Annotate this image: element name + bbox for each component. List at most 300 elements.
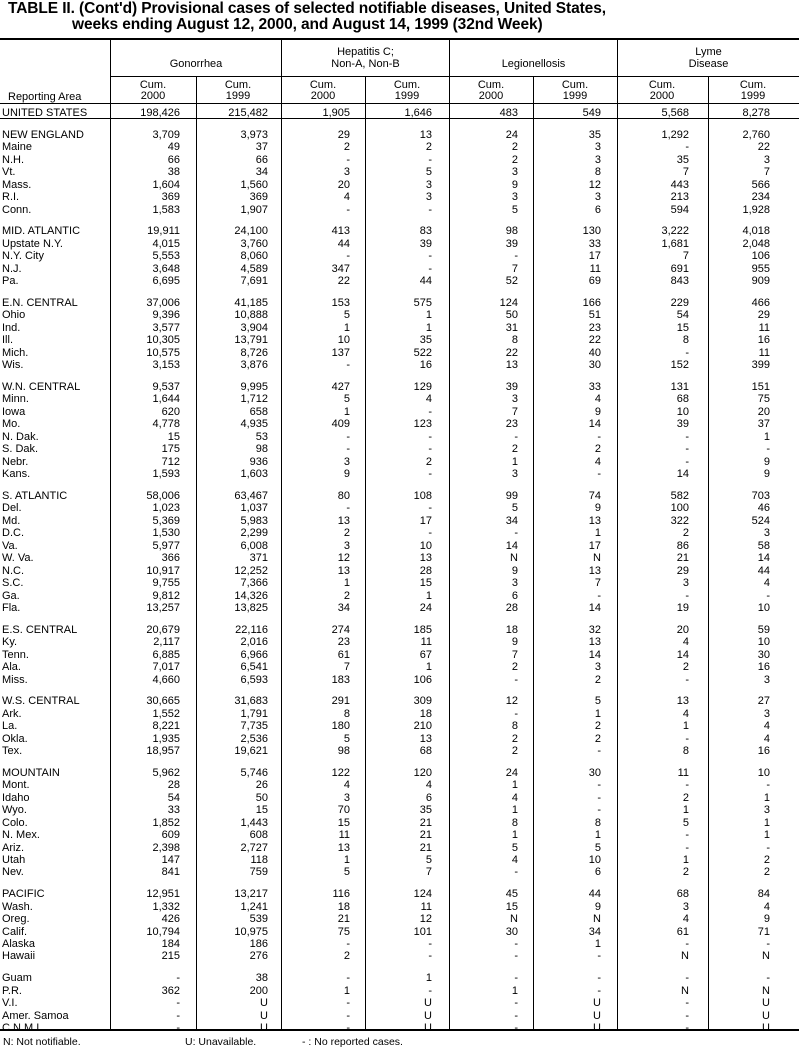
table-row <box>0 456 799 468</box>
value-cell: 5 <box>682 816 689 829</box>
value-cell: 70 <box>337 804 350 817</box>
value-cell: 24,100 <box>234 225 268 238</box>
table-row <box>0 913 799 925</box>
value-cell: 7,691 <box>240 275 268 288</box>
value-cell: 1 <box>511 779 518 792</box>
value-cell: 524 <box>751 514 770 527</box>
value-cell: - <box>428 527 432 540</box>
value-cell: 8 <box>594 166 601 179</box>
value-cell: 608 <box>249 829 268 842</box>
value-cell: - <box>428 468 432 481</box>
value-cell: 14 <box>588 601 601 614</box>
value-cell: 3 <box>511 393 518 406</box>
value-cell: 101 <box>413 925 432 938</box>
value-cell: 9,537 <box>152 381 180 393</box>
reporting-area-cell: Tex. <box>2 745 23 758</box>
reporting-area-cell: Maine <box>2 141 32 154</box>
value-cell: 9 <box>594 405 601 418</box>
value-cell: 10 <box>419 539 432 552</box>
value-cell: 369 <box>249 191 268 204</box>
value-cell: 7 <box>511 262 518 275</box>
value-cell: 1,560 <box>240 178 268 191</box>
value-cell: 366 <box>161 552 180 565</box>
reporting-area-cell: Okla. <box>2 732 28 745</box>
column-header-line1: Cum. <box>561 79 589 91</box>
value-cell: 9,812 <box>152 589 180 602</box>
value-cell: 2,299 <box>240 527 268 540</box>
value-cell: - <box>514 997 518 1010</box>
value-cell: 371 <box>249 552 268 565</box>
column-header-line1: Cum. <box>309 79 337 91</box>
value-cell: - <box>346 153 350 166</box>
reporting-area-cell: Minn. <box>2 393 29 406</box>
table-row <box>0 985 799 997</box>
value-cell: 45 <box>505 888 518 901</box>
value-cell: 12,252 <box>234 564 268 577</box>
reporting-area-cell: D.C. <box>2 527 24 540</box>
value-cell: 4 <box>594 393 601 406</box>
value-cell: N <box>593 552 601 565</box>
table-row <box>0 309 799 321</box>
value-cell: 210 <box>413 720 432 733</box>
value-cell: 13,825 <box>234 601 268 614</box>
value-cell: 13 <box>337 514 350 527</box>
value-cell: 1,791 <box>240 707 268 720</box>
value-cell: - <box>685 673 689 686</box>
value-cell: 12 <box>505 695 518 708</box>
value-cell: 1,905 <box>322 107 350 119</box>
value-cell: 12 <box>588 178 601 191</box>
rule-header-bottom <box>0 103 799 104</box>
reporting-area-cell: Idaho <box>2 791 30 804</box>
reporting-area-cell: N.Y. City <box>2 250 44 263</box>
value-cell: - <box>766 972 770 985</box>
value-cell: 10 <box>757 636 770 649</box>
value-cell: - <box>428 203 432 216</box>
value-cell: 116 <box>332 888 350 901</box>
value-cell: - <box>685 732 689 745</box>
value-cell: 8 <box>511 720 518 733</box>
value-cell: 1,907 <box>240 203 268 216</box>
reporting-area-cell: Wyo. <box>2 804 27 817</box>
value-cell: 14,326 <box>234 589 268 602</box>
value-cell: 909 <box>751 275 770 288</box>
reporting-area-cell: Md. <box>2 514 21 527</box>
value-cell: 50 <box>255 791 268 804</box>
reporting-area-cell: Miss. <box>2 673 28 686</box>
value-cell: 33 <box>167 804 180 817</box>
value-cell: 466 <box>751 297 770 309</box>
value-cell: 1 <box>343 321 350 334</box>
value-cell: U <box>762 1009 770 1022</box>
value-cell: 39 <box>505 237 518 250</box>
table-row <box>0 733 799 745</box>
table-row <box>0 527 799 539</box>
value-cell: 86 <box>676 539 689 552</box>
table-row <box>0 275 799 287</box>
value-cell: 18,957 <box>146 745 180 758</box>
value-cell: 2,048 <box>742 237 770 250</box>
value-cell: 130 <box>582 225 601 238</box>
value-cell: - <box>346 997 350 1010</box>
value-cell: - <box>766 589 770 602</box>
value-cell: 5 <box>594 695 601 708</box>
value-cell: 34 <box>255 166 268 179</box>
column-header-line2: 2000 <box>310 90 336 102</box>
value-cell: - <box>346 972 350 985</box>
group-label: Legionellosis <box>501 58 566 70</box>
value-cell: 46 <box>757 502 770 515</box>
value-cell: 23 <box>588 321 601 334</box>
value-cell: - <box>597 972 601 985</box>
table-row <box>0 322 799 334</box>
value-cell: - <box>346 250 350 263</box>
value-cell: N <box>593 913 601 926</box>
value-cell: 13 <box>419 732 432 745</box>
value-cell: 16 <box>757 334 770 347</box>
value-cell: 5 <box>343 732 350 745</box>
table-row <box>0 745 799 757</box>
value-cell: 4 <box>511 853 518 866</box>
table-row <box>0 443 799 455</box>
value-cell: 14 <box>505 539 518 552</box>
value-cell: 4,015 <box>152 237 180 250</box>
value-cell: 3 <box>763 673 770 686</box>
value-cell: 10 <box>676 405 689 418</box>
value-cell: 3 <box>425 191 432 204</box>
reporting-area-cell: N. Dak. <box>2 430 39 443</box>
reporting-area-cell: W.S. CENTRAL <box>2 695 80 708</box>
value-cell: 39 <box>676 418 689 431</box>
value-cell: 13 <box>676 695 689 708</box>
reporting-area-cell: C.N.M.I. <box>2 1021 43 1034</box>
column-header <box>198 80 278 102</box>
value-cell: 4,935 <box>240 418 268 431</box>
table-row <box>0 938 799 950</box>
column-header <box>535 80 615 102</box>
value-cell: 3 <box>594 661 601 674</box>
value-cell: 15 <box>337 816 350 829</box>
value-cell: - <box>428 950 432 963</box>
value-cell: 58 <box>757 539 770 552</box>
value-cell: U <box>593 997 601 1010</box>
value-cell: 61 <box>676 925 689 938</box>
value-cell: 11 <box>758 346 770 359</box>
value-cell: 7 <box>682 250 689 263</box>
value-cell: 2 <box>763 866 770 879</box>
value-cell: 3 <box>343 166 350 179</box>
table-row <box>0 263 799 275</box>
value-cell: 17 <box>588 539 601 552</box>
reporting-area-cell: E.N. CENTRAL <box>2 297 78 309</box>
value-cell: 129 <box>413 381 432 393</box>
value-cell: 83 <box>419 225 432 238</box>
value-cell: 14 <box>757 552 770 565</box>
table-row <box>0 888 799 900</box>
value-cell: 213 <box>670 191 689 204</box>
column-header <box>451 80 531 102</box>
group-label: Disease <box>688 58 729 70</box>
value-cell: 21 <box>419 841 432 854</box>
value-cell: 13 <box>505 359 518 372</box>
value-cell: 9 <box>594 502 601 515</box>
group-label: Gonorrhea <box>169 58 223 70</box>
table-row <box>0 540 799 552</box>
value-cell: - <box>766 937 770 950</box>
value-cell: 1 <box>682 720 689 733</box>
value-cell: 14 <box>588 418 601 431</box>
value-cell: 1,712 <box>240 393 268 406</box>
reporting-area-cell: S.C. <box>2 577 24 590</box>
value-cell: 1 <box>425 589 432 602</box>
value-cell: 1 <box>343 577 350 590</box>
value-cell: 3 <box>511 468 518 481</box>
value-cell: 147 <box>161 853 180 866</box>
value-cell: - <box>685 997 689 1010</box>
value-cell: 9 <box>343 468 350 481</box>
value-cell: 1 <box>425 321 432 334</box>
table-row <box>0 720 799 732</box>
value-cell: 7,017 <box>152 661 180 674</box>
value-cell: - <box>346 937 350 950</box>
value-cell: 3 <box>594 141 601 154</box>
value-cell: - <box>428 430 432 443</box>
value-cell: 9 <box>511 178 518 191</box>
value-cell: 49 <box>167 141 180 154</box>
value-cell: 20 <box>337 178 350 191</box>
value-cell: 27 <box>757 695 770 708</box>
column-header-line1: Cum. <box>224 79 252 91</box>
title-line-2: weeks ending August 12, 2000, and August 14, 1999 (32nd Week) <box>72 16 543 33</box>
value-cell: 522 <box>413 346 432 359</box>
table-row <box>0 854 799 866</box>
value-cell: 4 <box>343 779 350 792</box>
value-cell: 1 <box>594 937 601 950</box>
reporting-area-header: Reporting Area <box>8 91 82 103</box>
value-cell: - <box>597 791 601 804</box>
value-cell: 2 <box>425 455 432 468</box>
value-cell: 8,726 <box>240 346 268 359</box>
reporting-area-cell: Va. <box>2 539 18 552</box>
column-header-line2: 1999 <box>740 90 766 102</box>
value-cell: 184 <box>161 937 180 950</box>
value-cell: 8 <box>594 816 601 829</box>
value-cell: 2 <box>682 661 689 674</box>
value-cell: 4 <box>763 720 770 733</box>
value-cell: 61 <box>337 648 350 661</box>
table-row <box>0 997 799 1009</box>
value-cell: 21 <box>419 816 432 829</box>
reporting-area-cell: Upstate N.Y. <box>2 237 63 250</box>
value-cell: 12 <box>337 552 350 565</box>
value-cell: 108 <box>413 489 432 502</box>
value-cell: 68 <box>676 393 689 406</box>
table-row <box>0 636 799 648</box>
value-cell: 1 <box>682 853 689 866</box>
reporting-area-cell: Kans. <box>2 468 31 481</box>
value-cell: - <box>514 430 518 443</box>
value-cell: - <box>514 1021 518 1034</box>
value-cell: 24 <box>505 766 518 779</box>
value-cell: - <box>597 430 601 443</box>
value-cell: 594 <box>670 203 689 216</box>
value-cell: 166 <box>582 297 601 309</box>
value-cell: 2 <box>594 732 601 745</box>
value-cell: 35 <box>419 804 432 817</box>
value-cell: - <box>176 972 180 985</box>
value-cell: 3,709 <box>152 129 180 141</box>
value-cell: 3,222 <box>661 225 689 238</box>
value-cell: 198,426 <box>140 107 180 119</box>
value-cell: 152 <box>670 359 689 372</box>
value-cell: - <box>514 673 518 686</box>
value-cell: 66 <box>167 153 180 166</box>
value-cell: 10,305 <box>146 334 180 347</box>
value-cell: 9,995 <box>240 381 268 393</box>
table-row <box>0 901 799 913</box>
value-cell: 9,755 <box>152 577 180 590</box>
value-cell: 180 <box>331 720 350 733</box>
reporting-area-cell: Tenn. <box>2 648 29 661</box>
value-cell: 6,593 <box>240 673 268 686</box>
value-cell: - <box>514 707 518 720</box>
reporting-area-cell: La. <box>2 720 18 733</box>
reporting-area-cell: Ga. <box>2 589 20 602</box>
value-cell: 14 <box>676 648 689 661</box>
value-cell: 200 <box>249 984 268 997</box>
value-cell: 1,935 <box>152 732 180 745</box>
value-cell: 15 <box>167 430 180 443</box>
value-cell: 1 <box>682 804 689 817</box>
table-row <box>0 191 799 203</box>
value-cell: 19,621 <box>234 745 268 758</box>
value-cell: 7,366 <box>240 577 268 590</box>
value-cell: 32 <box>588 623 601 636</box>
reporting-area-cell: MOUNTAIN <box>2 766 60 779</box>
value-cell: 566 <box>751 178 770 191</box>
value-cell: 3 <box>511 166 518 179</box>
value-cell: 2 <box>343 141 350 154</box>
value-cell: 347 <box>331 262 350 275</box>
value-cell: 1,443 <box>240 816 268 829</box>
value-cell: 2 <box>682 791 689 804</box>
value-cell: U <box>762 1021 770 1034</box>
value-cell: 44 <box>419 275 432 288</box>
value-cell: 14 <box>588 648 601 661</box>
value-cell: 11 <box>589 262 601 275</box>
footnote-unavailable: U: Unavailable. <box>185 1036 257 1048</box>
value-cell: 6 <box>594 203 601 216</box>
value-cell: 7,735 <box>240 720 268 733</box>
value-cell: - <box>514 972 518 985</box>
table-row <box>0 1022 799 1034</box>
value-cell: N <box>510 913 518 926</box>
value-cell: 234 <box>751 191 770 204</box>
value-cell: 15 <box>505 900 518 913</box>
value-cell: - <box>514 250 518 263</box>
value-cell: 9 <box>594 900 601 913</box>
reporting-area-cell: PACIFIC <box>2 888 45 901</box>
value-cell: - <box>428 250 432 263</box>
value-cell: 37 <box>757 418 770 431</box>
title-line-1: TABLE II. (Cont'd) Provisional cases of selected notifiable diseases, United States, <box>8 0 606 17</box>
value-cell: 1,241 <box>240 900 268 913</box>
value-cell: 2,398 <box>152 841 180 854</box>
column-header <box>113 80 193 102</box>
value-cell: 51 <box>588 309 601 322</box>
value-cell: 37,006 <box>146 297 180 309</box>
table-row <box>0 767 799 779</box>
value-cell: 7 <box>682 166 689 179</box>
value-cell: N <box>681 950 689 963</box>
value-cell: 11 <box>420 636 432 649</box>
column-header-line1: Cum. <box>139 79 167 91</box>
reporting-area-cell: Iowa <box>2 405 26 418</box>
value-cell: - <box>597 745 601 758</box>
value-cell: 3 <box>763 804 770 817</box>
value-cell: 66 <box>255 153 268 166</box>
value-cell: 12 <box>419 913 432 926</box>
table-row <box>0 107 799 119</box>
value-cell: 2 <box>763 853 770 866</box>
footnote-not-notifiable: N: Not notifiable. <box>3 1036 81 1048</box>
table-row <box>0 661 799 673</box>
value-cell: 24 <box>505 129 518 141</box>
value-cell: 11 <box>338 829 350 842</box>
value-cell: - <box>685 1009 689 1022</box>
table-row <box>0 406 799 418</box>
value-cell: - <box>766 779 770 792</box>
value-cell: 29 <box>337 129 350 141</box>
column-header-line2: 1999 <box>394 90 420 102</box>
column-header-line2: 2000 <box>478 90 504 102</box>
table-row <box>0 393 799 405</box>
value-cell: 10,917 <box>146 564 180 577</box>
value-cell: 13,257 <box>146 601 180 614</box>
value-cell: 3,973 <box>240 129 268 141</box>
value-cell: 33 <box>588 237 601 250</box>
value-cell: 98 <box>505 225 518 238</box>
value-cell: 30 <box>505 925 518 938</box>
reporting-area-cell: W.N. CENTRAL <box>2 381 81 393</box>
value-cell: 175 <box>161 443 180 456</box>
table-row <box>0 565 799 577</box>
value-cell: - <box>346 359 350 372</box>
value-cell: 1,644 <box>152 393 180 406</box>
value-cell: 5,746 <box>240 766 268 779</box>
value-cell: 5 <box>511 841 518 854</box>
value-cell: - <box>597 984 601 997</box>
value-cell: U <box>593 1021 601 1034</box>
value-cell: 936 <box>249 455 268 468</box>
value-cell: 30,665 <box>146 695 180 708</box>
value-cell: 15 <box>676 321 689 334</box>
table-row <box>0 297 799 309</box>
value-cell: 15 <box>419 577 432 590</box>
reporting-area-cell: Wis. <box>2 359 24 372</box>
value-cell: 98 <box>337 745 350 758</box>
value-cell: 13,217 <box>234 888 268 901</box>
value-cell: 54 <box>676 309 689 322</box>
value-cell: - <box>346 1021 350 1034</box>
group-label: Hepatitis C; <box>337 46 394 58</box>
value-cell: 5 <box>343 866 350 879</box>
value-cell: 11 <box>758 321 770 334</box>
reporting-area-cell: MID. ATLANTIC <box>2 225 81 238</box>
value-cell: 1 <box>594 829 601 842</box>
value-cell: 10,794 <box>146 925 180 938</box>
value-cell: 1,332 <box>152 900 180 913</box>
